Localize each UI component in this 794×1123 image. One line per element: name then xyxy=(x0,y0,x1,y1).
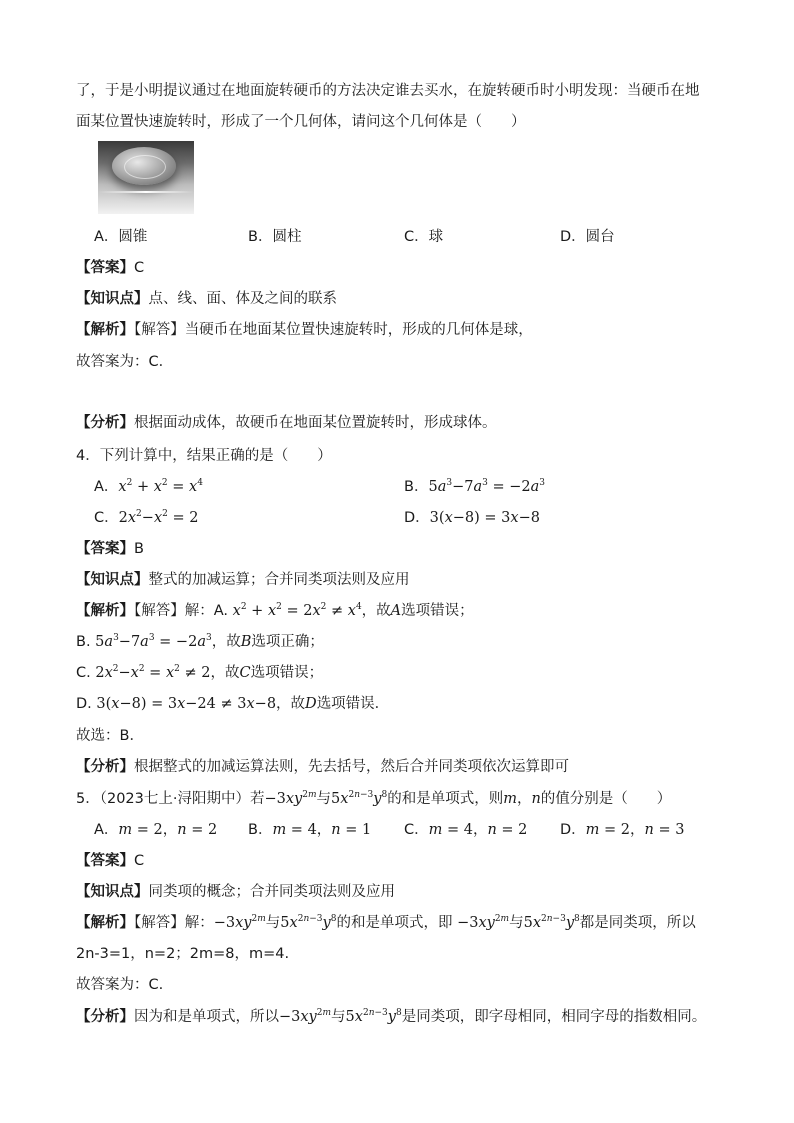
q4-analysis-line4: D. 3(x−8) = 3x−24 ≠ 3x−8，故D选项错误． xyxy=(76,696,390,712)
knowledge-tag: 【知识点】 xyxy=(76,884,149,900)
q3-option-b: B．圆柱 xyxy=(248,229,302,245)
q4-answer xyxy=(76,539,144,559)
q4-summary xyxy=(76,757,569,777)
answer-value: C xyxy=(134,260,145,276)
knowledge-tag: 【知识点】 xyxy=(76,291,149,307)
q5-option-a: A．m = 2，n = 2 xyxy=(94,822,218,838)
q5-stem-prefix: 5．（2023七上·浔阳期中）若 xyxy=(76,791,265,807)
q5-stem: 5．（2023七上·浔阳期中）若$-3xy^{2m}$与$5x^{2n-3}y^8$的和是单项式，则m，n的值分别是（ ） xyxy=(76,790,672,807)
q4-knowledge xyxy=(76,570,410,590)
summary-tag: 【分析】 xyxy=(76,759,134,775)
q5-analysis-line1: 【解析】【解答】解：$-3xy^{2m}$与$5x^{2n-3}y^8$的和是单项式，即 $-3xy^{2m}$与$5x^{2n-3}y^8$都是同类项，所以 xyxy=(76,914,696,931)
summary-tag: 【分析】 xyxy=(76,1009,134,1025)
q5-conclusion: 故答案为：C. xyxy=(76,977,164,993)
q5-knowledge xyxy=(76,882,395,902)
answer-value: B xyxy=(134,541,144,557)
answer-tag: 【答案】 xyxy=(76,541,134,557)
knowledge-text: 同类项的概念；合并同类项法则及应用 xyxy=(148,884,395,900)
q4-conclusion: 故选：B． xyxy=(76,728,144,744)
summary-tag: 【分析】 xyxy=(76,415,134,431)
analysis-tag: 【解析】 xyxy=(76,322,134,338)
q3-option-d: D．圆台 xyxy=(560,229,615,245)
q5-analysis-line2: 2n-3=1，n=2；2m=8，m=4. xyxy=(76,946,290,962)
q3-option-a: A．圆锥 xyxy=(94,229,148,245)
summary-text: 根据面动成体，故硬币在地面某位置旋转时，形成球体。 xyxy=(134,415,497,431)
summary-text: 根据整式的加减运算法则，先去括号，然后合并同类项依次运算即可 xyxy=(134,759,569,775)
q5-option-b: B．m = 4，n = 1 xyxy=(248,822,372,838)
coin-spinning-image xyxy=(98,141,194,214)
analysis-text: 【解答】当硬币在地面某位置快速旋转时，形成的几何体是球， xyxy=(134,322,533,338)
q3-stem-line1: 了，于是小明提议通过在地面旋转硬币的方法决定谁去买水，在旋转硬币时小明发现：当硬币在地 xyxy=(76,83,700,99)
q4-option-d: D．3(x−8) = 3x−8 xyxy=(404,510,540,526)
q3-conclusion: 故答案为：C． xyxy=(76,354,174,370)
q3-knowledge xyxy=(76,289,337,309)
q4-option-b: B．$5a^3-7a^3 = -2a^3$ xyxy=(404,478,545,495)
knowledge-text: 整式的加减运算；合并同类项法则及应用 xyxy=(148,572,410,588)
q3-stem-line2: 面某位置快速旋转时，形成了一个几何体，请问这个几何体是（ ） xyxy=(76,114,526,130)
q5-answer xyxy=(76,851,144,871)
analysis-tag: 【解析】 xyxy=(76,915,134,931)
q4-option-a: A．$x^2 + x^2 = x^4$ xyxy=(94,478,203,495)
q5-option-d: D．m = 2，n = 3 xyxy=(560,822,685,838)
answer-value: C xyxy=(134,853,145,869)
knowledge-text: 点、线、面、体及之间的联系 xyxy=(148,291,337,307)
q4-option-c: C．$2x^2-x^2 = 2$ xyxy=(94,509,199,526)
q4-analysis-line2: B. $5a^3-7a^3 = -2a^3$，故B选项正确； xyxy=(76,633,324,650)
q3-analysis xyxy=(76,320,533,340)
q3-summary xyxy=(76,413,497,433)
knowledge-tag: 【知识点】 xyxy=(76,572,149,588)
q4-stem: 4．下列计算中，结果正确的是（ ） xyxy=(76,448,332,464)
q3-answer xyxy=(76,258,144,278)
analysis-tag: 【解析】 xyxy=(76,603,134,619)
q5-option-c: C．m = 4，n = 2 xyxy=(404,822,528,838)
q5-summary: 【分析】因为和是单项式，所以$-3xy^{2m}$与$5x^{2n-3}y^8$是同类项，即字母相同，相同字母的指数相同。 xyxy=(76,1008,707,1025)
q4-analysis-line3: C. $2x^2-x^2 = x^2 \ne 2$，故C选项错误； xyxy=(76,664,324,681)
q3-option-c: C．球 xyxy=(404,229,444,245)
answer-tag: 【答案】 xyxy=(76,260,134,276)
answer-tag: 【答案】 xyxy=(76,853,134,869)
q4-analysis-line1: 【解析】【解答】解：A. $x^2 + x^2 = 2x^2 \ne x^4$，故A选项错误； xyxy=(76,602,474,619)
